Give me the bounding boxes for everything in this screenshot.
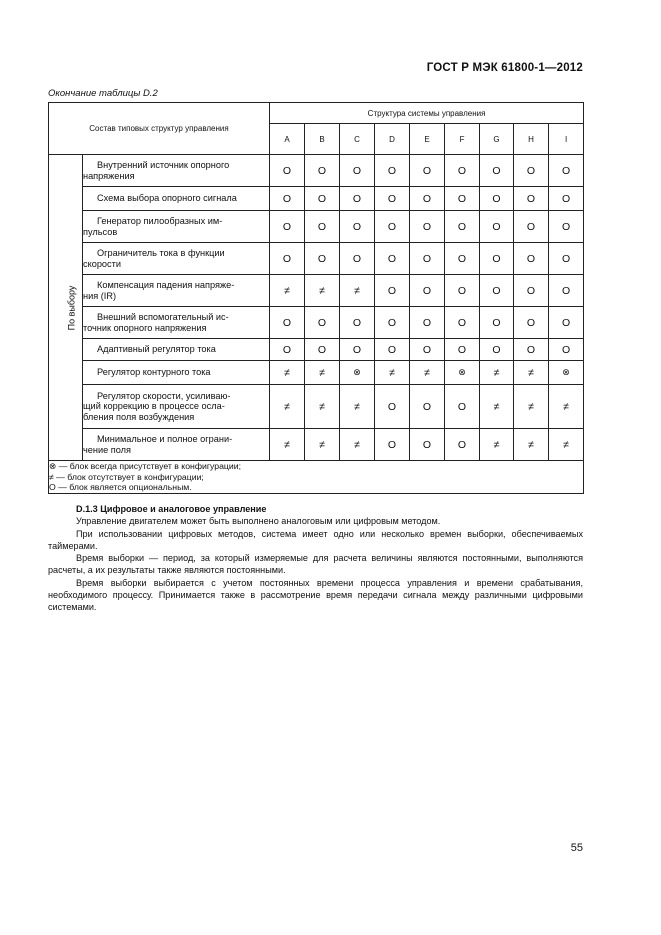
- mark-cell: ≠: [305, 429, 340, 461]
- mark-cell: O: [445, 275, 480, 307]
- mark-cell: ≠: [480, 361, 514, 385]
- mark-cell: O: [305, 243, 340, 275]
- mark-cell: ≠: [305, 361, 340, 385]
- column-header: E: [410, 124, 445, 155]
- column-header: C: [340, 124, 375, 155]
- row-label: Компенсация падения напряже- ния (IR): [83, 280, 235, 301]
- column-header: F: [445, 124, 480, 155]
- mark-cell: O: [305, 211, 340, 243]
- table-row: [49, 187, 584, 211]
- mark-cell: O: [305, 307, 340, 339]
- mark-cell: O: [270, 155, 305, 187]
- mark-cell: O: [305, 339, 340, 361]
- mark-cell: ≠: [305, 275, 340, 307]
- mark-cell: ⊗: [340, 361, 375, 385]
- row-label-cell: [83, 339, 270, 361]
- mark-cell: O: [375, 243, 410, 275]
- mark-cell: O: [549, 275, 584, 307]
- mark-cell: O: [340, 339, 375, 361]
- mark-cell: O: [305, 187, 340, 211]
- mark-cell: O: [445, 211, 480, 243]
- mark-cell: O: [480, 243, 514, 275]
- row-label-cell: [83, 385, 270, 429]
- mark-cell: O: [445, 307, 480, 339]
- mark-cell: O: [445, 429, 480, 461]
- mark-cell: O: [410, 385, 445, 429]
- row-label: Схема выбора опорного сигнала: [97, 193, 237, 204]
- column-header: G: [480, 124, 514, 155]
- mark-cell: O: [410, 211, 445, 243]
- mark-cell: O: [410, 243, 445, 275]
- mark-cell: ≠: [305, 385, 340, 429]
- mark-cell: O: [375, 385, 410, 429]
- mark-cell: ≠: [549, 429, 584, 461]
- mark-cell: O: [410, 429, 445, 461]
- mark-cell: O: [480, 155, 514, 187]
- column-header: H: [514, 124, 549, 155]
- config-table: [48, 102, 584, 494]
- row-label: Внешний вспомогательный ис- точник опорного напряжения: [83, 312, 229, 333]
- mark-cell: O: [445, 187, 480, 211]
- mark-cell: O: [549, 307, 584, 339]
- table-row: [49, 155, 584, 187]
- row-label-cell: [83, 211, 270, 243]
- mark-cell: ≠: [480, 385, 514, 429]
- mark-cell: O: [410, 275, 445, 307]
- legend-item: ≠ — блок отсутствует в конфигурации;: [49, 471, 204, 482]
- row-label-cell: [83, 155, 270, 187]
- mark-cell: ≠: [514, 429, 549, 461]
- paragraph: Управление двигателем может быть выполнено аналоговым или цифровым методом.: [76, 516, 441, 527]
- legend-item: O — блок является опциональным.: [49, 482, 192, 492]
- table-row: [49, 275, 584, 307]
- mark-cell: O: [375, 307, 410, 339]
- mark-cell: O: [445, 155, 480, 187]
- row-label: Минимальное и полное ограни- чение поля: [83, 434, 233, 455]
- table-header-structure-composition: Состав типовых структур управления: [49, 103, 270, 155]
- section-title: D.1.3 Цифровое и аналоговое управление: [76, 504, 267, 514]
- mark-cell: ≠: [340, 385, 375, 429]
- mark-cell: O: [340, 243, 375, 275]
- table-row: [49, 385, 584, 429]
- mark-cell: O: [514, 307, 549, 339]
- column-header: A: [270, 124, 305, 155]
- mark-cell: O: [410, 339, 445, 361]
- mark-cell: ⊗: [549, 361, 584, 385]
- mark-cell: O: [445, 385, 480, 429]
- legend-row: [49, 461, 584, 494]
- mark-cell: O: [340, 307, 375, 339]
- mark-cell: O: [480, 275, 514, 307]
- mark-cell: O: [340, 187, 375, 211]
- paragraph: Время выборки — период, за который измеряемые для расчета величины являются постоянными, выполняются расчеты, а их результаты также являются постоянными.: [48, 553, 583, 576]
- mark-cell: ≠: [270, 385, 305, 429]
- mark-cell: ⊗: [445, 361, 480, 385]
- table-caption: Окончание таблицы D.2: [48, 88, 158, 99]
- mark-cell: O: [270, 187, 305, 211]
- mark-cell: O: [270, 211, 305, 243]
- mark-cell: ≠: [480, 429, 514, 461]
- legend-cell: [49, 461, 584, 494]
- mark-cell: ≠: [549, 385, 584, 429]
- row-label-cell: [83, 429, 270, 461]
- side-label-cell: [49, 155, 83, 461]
- row-label-cell: [83, 275, 270, 307]
- row-label-cell: [83, 243, 270, 275]
- mark-cell: O: [514, 275, 549, 307]
- mark-cell: ≠: [410, 361, 445, 385]
- row-label: Внутренний источник опорного напряжения: [83, 160, 230, 181]
- mark-cell: O: [549, 243, 584, 275]
- mark-cell: ≠: [340, 429, 375, 461]
- mark-cell: O: [375, 339, 410, 361]
- mark-cell: ≠: [270, 361, 305, 385]
- paragraph: При использовании цифровых методов, система имеет одно или несколько времен выборки, обеспечиваемых таймерами.: [48, 528, 583, 551]
- side-label: По выбору: [66, 285, 77, 330]
- row-label: Генератор пилообразных им- пульсов: [83, 216, 223, 237]
- mark-cell: O: [480, 307, 514, 339]
- column-header: I: [549, 124, 584, 155]
- table-row: [49, 339, 584, 361]
- legend-item: ⊗ — блок всегда присутствует в конфигурации;: [49, 461, 241, 471]
- row-label: Ограничитель тока в функции скорости: [83, 248, 225, 269]
- mark-cell: O: [514, 155, 549, 187]
- paragraph: Время выборки выбирается с учетом постоянных времени процесса управления и времени срабатывания, необходимого процессу. Принимается также в рассмотрение время передачи сигнала между различными цифровыми системами.: [48, 577, 583, 613]
- mark-cell: O: [375, 275, 410, 307]
- row-label-cell: [83, 187, 270, 211]
- row-label: Регулятор скорости, усиливаю- щий коррекцию в процессе осла- бления поля возбуждения: [83, 390, 231, 422]
- mark-cell: O: [480, 211, 514, 243]
- mark-cell: ≠: [340, 275, 375, 307]
- mark-cell: O: [480, 187, 514, 211]
- mark-cell: O: [375, 187, 410, 211]
- mark-cell: ≠: [514, 385, 549, 429]
- mark-cell: O: [445, 243, 480, 275]
- row-label: Регулятор контурного тока: [97, 367, 211, 378]
- table-row: [49, 211, 584, 243]
- mark-cell: O: [514, 339, 549, 361]
- mark-cell: O: [270, 339, 305, 361]
- mark-cell: O: [410, 155, 445, 187]
- table-row: [49, 243, 584, 275]
- mark-cell: O: [549, 211, 584, 243]
- column-header: D: [375, 124, 410, 155]
- mark-cell: O: [340, 155, 375, 187]
- mark-cell: ≠: [270, 429, 305, 461]
- mark-cell: O: [549, 339, 584, 361]
- mark-cell: O: [549, 155, 584, 187]
- mark-cell: O: [514, 243, 549, 275]
- mark-cell: O: [445, 339, 480, 361]
- mark-cell: O: [270, 307, 305, 339]
- table-header-system-structure: Структура системы управления: [270, 103, 584, 124]
- column-header: B: [305, 124, 340, 155]
- section-d13: [48, 503, 583, 614]
- mark-cell: O: [514, 187, 549, 211]
- mark-cell: O: [549, 187, 584, 211]
- mark-cell: O: [375, 211, 410, 243]
- table-row: [49, 361, 584, 385]
- table-row: [49, 429, 584, 461]
- mark-cell: O: [514, 211, 549, 243]
- mark-cell: O: [410, 307, 445, 339]
- mark-cell: O: [410, 187, 445, 211]
- mark-cell: O: [480, 339, 514, 361]
- row-label: Адаптивный регулятор тока: [97, 344, 216, 355]
- mark-cell: O: [375, 429, 410, 461]
- mark-cell: ≠: [375, 361, 410, 385]
- mark-cell: ≠: [514, 361, 549, 385]
- page-number: 55: [570, 842, 583, 854]
- document-standard-header: ГОСТ Р МЭК 61800-1—2012: [426, 62, 583, 74]
- row-label-cell: [83, 307, 270, 339]
- mark-cell: O: [305, 155, 340, 187]
- mark-cell: O: [270, 243, 305, 275]
- table-row: [49, 307, 584, 339]
- row-label-cell: [83, 361, 270, 385]
- mark-cell: ≠: [270, 275, 305, 307]
- mark-cell: O: [340, 211, 375, 243]
- mark-cell: O: [375, 155, 410, 187]
